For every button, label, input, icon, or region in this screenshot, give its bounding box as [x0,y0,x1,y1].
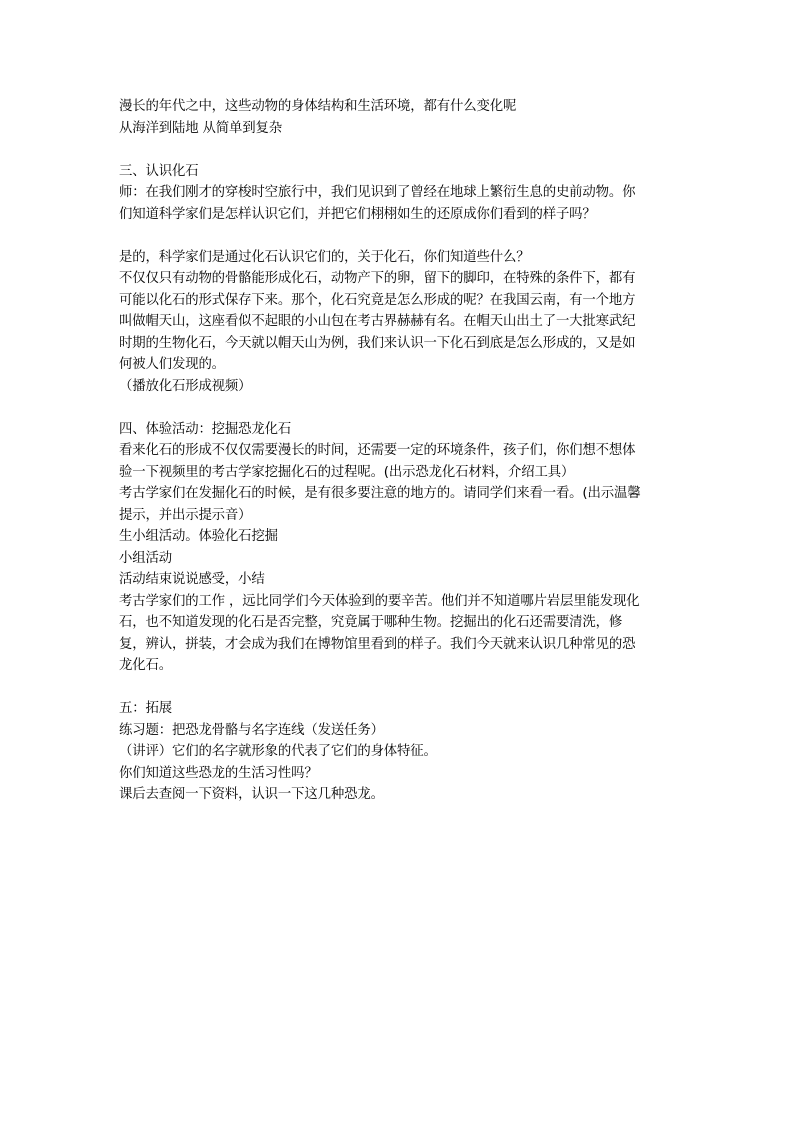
section-3-paragraph-1-line: 师：在我们刚才的穿梭时空旅行中，我们见识到了曾经在地球上繁衍生息的史前动物。你 [119,185,636,200]
intro-line-1: 漫长的年代之中，这些动物的身体结构和生活环境，都有什么变化呢 [119,99,517,114]
section-4-line: 龙化石。 [119,658,172,673]
section-4-line: 小组活动 [119,550,172,566]
intro-line-2: 从海洋到陆地 从简单到复杂 [119,120,282,136]
blank-line [119,139,679,161]
section-3-paragraph-2-line: 不仅仅只有动物的骨骼能形成化石，动物产下的卵，留下的脚印，在特殊的条件下，都有 [119,271,636,286]
blank-line [119,397,679,419]
section-3-paragraph-2-line: 叫做帽天山，这座看似不起眼的小山包在考古界赫赫有名。在帽天山出土了一大批寒武纪 [119,314,636,329]
section-4-line: 生小组活动。体验化石挖掘 [119,529,278,544]
section-3-paragraph-2-line: 是的，科学家们是通过化石认识它们的，关于化石，你们知道些什么？ [119,249,530,265]
document-page [119,96,679,806]
section-3-paragraph-2-line: 时期的生物化石，今天就以帽天山为例，我们来认识一下化石到底是怎么形成的，又是如 [119,335,636,351]
section-3-paragraph-1-line: 们知道科学家们是怎样认识它们，并把它们栩栩如生的还原成你们看到的样子吗？ [119,206,596,222]
section-4-line: 活动结束说说感受，小结 [119,572,265,587]
section-5-line: 课后去查阅一下资料，认识一下这几种恐龙。 [119,787,384,802]
section-5-line: 练习题：把恐龙骨骼与名字连线（发送任务） [119,722,384,738]
section-5-heading: 五：拓展 [119,701,172,716]
section-3-paragraph-2-line: 何被人们发现的。 [119,357,225,372]
section-5-line: （讲评）它们的名字就形象的代表了它们的身体特征。 [119,744,437,759]
section-4-heading: 四、体验活动：挖掘恐龙化石 [119,421,292,437]
section-3-heading: 三、认识化石 [119,163,199,179]
section-4-line: 石，也不知道发现的化石是否完整，究竟属于哪种生物。挖掘出的化石还需要清洗，修 [119,615,623,630]
blank-line [119,225,679,247]
section-4-line: 考古学家们的工作 ，远比同学们今天体验到的要辛苦。他们并不知道哪片岩层里能发现化 [119,593,640,609]
section-4-line: 复，辨认，拼装，才会成为我们在博物馆里看到的样子。我们今天就来认识几种常见的恐 [119,636,636,652]
section-3-paragraph-2-line: 可能以化石的形式保存下来。那个，化石究竟是怎么形成的呢？在我国云南，有一个地方 [119,292,636,308]
section-4-line: 验一下视频里的考古学家挖掘化石的过程呢。(出示恐龙化石材料，介绍工具） [119,464,575,480]
section-4-line: 提示，并出示提示音） [119,507,252,523]
section-3-video-note: （播放化石形成视频） [119,378,252,394]
section-4-line: 考古学家们在发掘化石的时候，是有很多要注意的地方的。请同学们来看一看。(出示温馨 [119,486,641,501]
blank-line [119,677,679,699]
section-5-line: 你们知道这些恐龙的生活习性吗？ [119,765,318,781]
section-4-line: 看来化石的形成不仅仅需要漫长的时间，还需要一定的环境条件，孩子们，你们想不想体 [119,443,636,458]
